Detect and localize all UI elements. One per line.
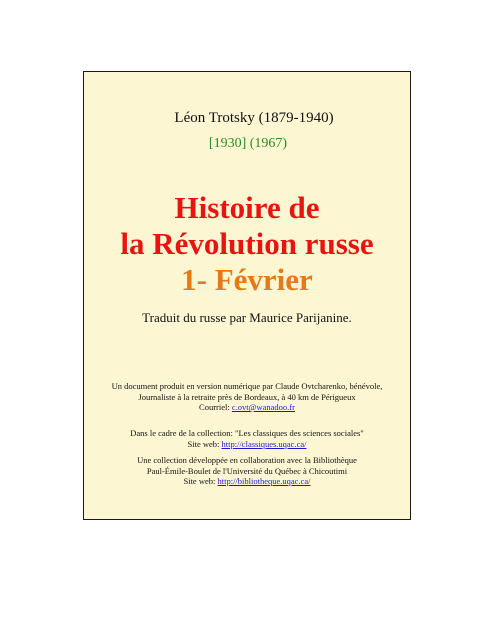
site-label: Site web: xyxy=(183,476,218,486)
collection-line-1: Dans le cadre de la collection: "Les classiques des sciences sociales" xyxy=(130,428,364,438)
title-line-1: Histoire de xyxy=(174,190,320,225)
collection-credits xyxy=(84,428,410,449)
producer-line-2: Journaliste à la retraite près de Bordeaux, à 40 km de Périgueux xyxy=(138,391,356,402)
classiques-site-link[interactable]: http://classiques.uqac.ca/ xyxy=(221,438,307,449)
library-line-1: Une collection développée en collaboration avec la Bibliothèque xyxy=(137,455,357,465)
library-credits xyxy=(84,455,410,487)
bibliotheque-site-link[interactable]: http://bibliotheque.uqac.ca/ xyxy=(217,476,311,486)
site-label: Site web: xyxy=(187,438,222,449)
book-title xyxy=(84,190,410,298)
title-line-2: la Révolution russe xyxy=(120,226,374,261)
translator-line: Traduit du russe par Maurice Parijanine. xyxy=(142,310,352,325)
email-label: Courriel: xyxy=(199,402,232,412)
title-page-box xyxy=(83,71,411,520)
library-line-2: Paul-Émile-Boulet de l'Université du Québec à Chicoutimi xyxy=(146,465,348,476)
volume-title: 1- Février xyxy=(181,262,313,297)
author-line: Léon Trotsky (1879-1940) xyxy=(174,110,334,126)
collection-site-row xyxy=(84,439,410,450)
publication-dates: [1930] (1967) xyxy=(208,136,288,151)
email-link[interactable]: c.ovt@wanadoo.fr xyxy=(231,402,295,412)
producer-line-1: Un document produit en version numérique par Claude Ovtcharenko, bénévole, xyxy=(111,381,383,391)
producer-email-row xyxy=(84,402,410,413)
library-site-row xyxy=(84,476,410,487)
producer-credits xyxy=(84,381,410,413)
